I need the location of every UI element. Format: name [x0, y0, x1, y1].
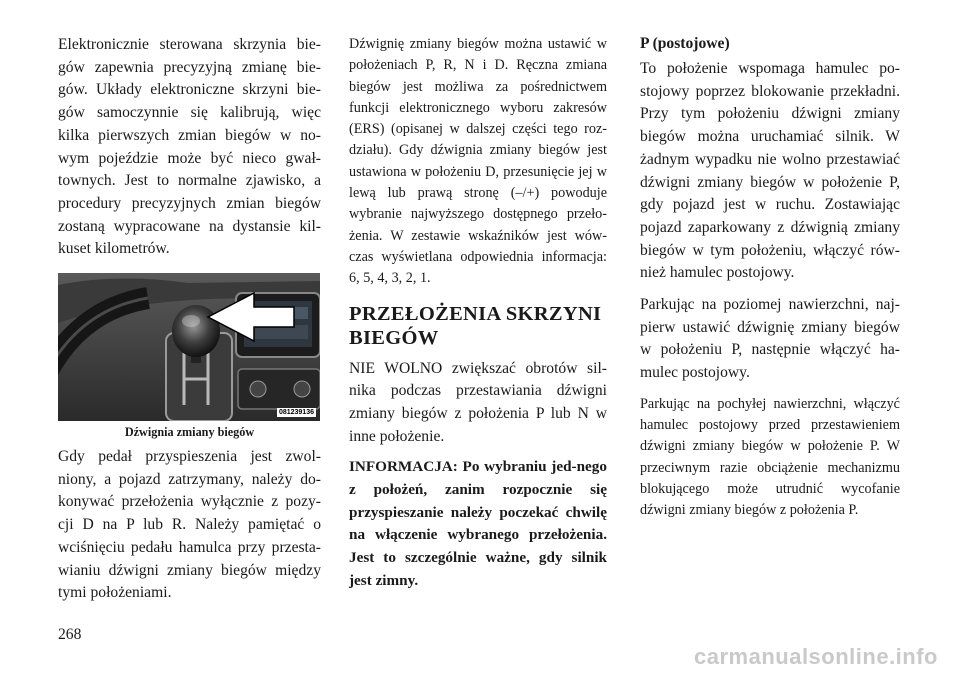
- column-3: [640, 34, 900, 522]
- info-note: INFORMACJA: Po wybraniu jed-nego z położeń, zanim rozpocznie się przyspieszanie należy poczekać chwilę na włączenie wybranego przełożenia. Jest to szczególnie ważne, gdy silnik jest zimny.: [349, 458, 607, 589]
- column-1: [58, 34, 321, 605]
- gear-lever-photo: [58, 273, 320, 421]
- column-2: [349, 34, 607, 593]
- park-paragraph: To położenie wspomaga hamulec po-stojowy poprzez blokowanie przekładni. Przy tym położeniu dźwigni zmiany biegów można uruchamiać silnik. W żadnym wypadku nie wolno przestawiać dźwigni zmiany biegów w położenie P, gdy pojazd jest w ruchu. Zostawiając pojazd zaparkowany z dźwignią zmiany biegów w tym położeniu, włączyć rów-nież hamulec postojowy.: [640, 60, 900, 282]
- park-subheading: P (postojowe): [640, 35, 730, 52]
- figure-caption: Dźwignia zmiany biegów: [124, 425, 255, 440]
- gear-lever-illustration: [58, 273, 320, 421]
- slope-parking-paragraph: Parkując na pochyłej nawierzchni, włączyć hamulec postojowy przed przestawieniem dźwigni zmiany biegów w położenie P. W przeciwnym razie obciążenie mechanizmu blokującego może utrudnić wycofanie dźwigni zmiany biegów z położenia P.: [640, 395, 900, 519]
- figure-code: 081239136: [278, 409, 314, 417]
- page-number: 268: [58, 626, 82, 643]
- section-heading: PRZEŁOŻENIA SKRZYNI BIEGÓW: [349, 302, 602, 349]
- shifting-paragraph: Gdy pedał przyspieszenia jest zwol-niony, a pojazd zatrzymany, należy do-konywać przełożenia wyłącznie z pozy-cji D na P lub R. Należy pamiętać o wciśnięciu pedału hamulca przy przesta-wianiu dźwigni zmiany biegów między tymi położeniami.: [58, 448, 321, 602]
- ers-paragraph: Dźwignię zmiany biegów można ustawić w położeniach P, R, N i D. Ręczna zmiana biegów jest możliwa za pośrednictwem funkcji elektronicznego wyboru zakresów (ERS) (opisanej w dalszej części tego roz-działu). Gdy dźwignia zmiany biegów jest ustawiona w położeniu D, przesunięcie jej w lewą lub prawą stronę (–/+) powoduje wybranie najwyższego dostępnego przeło-żenia. W zestawie wskaźników jest wów-czas wyświetlana odpowiednia informacja: 6, 5, 4, 3, 2, 1.: [349, 36, 607, 287]
- watermark: carmanualsonline.info: [694, 644, 938, 669]
- intro-paragraph: Elektronicznie sterowana skrzynia bie-gów zapewnia precyzyjną zmianę bie-gów. Układy elektroniczne skrzyni bie-gów samoczynnie się kalibrują, więc kilka pierwszych zmian biegów w no-wym pojeździe może być nieco gwał-townych. Jest to normalne zjawisko, a procedury precyzyjnych zmian biegów zostaną wypracowane na dystansie kil-kuset kilometrów.: [58, 36, 321, 258]
- level-parking-paragraph: Parkując na poziomej nawierzchni, naj-pierw ustawić dźwignię zmiany biegów w położeniu P, następnie włączyć ha-mulec postojowy.: [640, 296, 900, 382]
- warning-paragraph: NIE WOLNO zwiększać obrotów sil-nika podczas przestawiania dźwigni zmiany biegów z położenia P lub N w inne położenie.: [349, 359, 607, 445]
